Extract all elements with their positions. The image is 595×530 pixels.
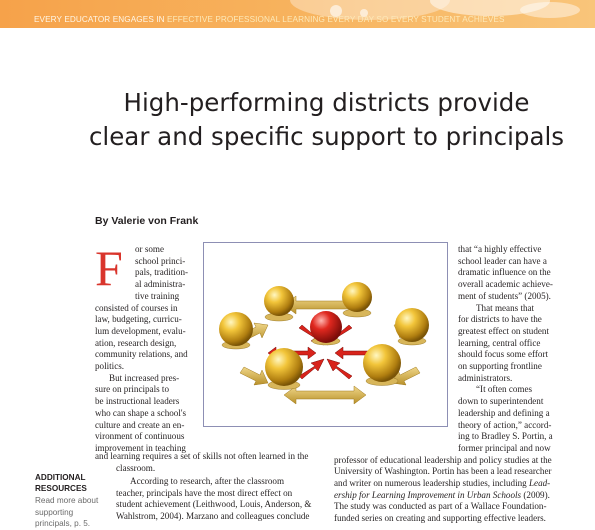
sidebar-link[interactable]: Read more about supporting principals, p. 5. — [35, 496, 99, 528]
sidebar-title: ADDITIONAL RESOURCES — [35, 473, 87, 493]
article-title-line2: clear and specific support to principals — [88, 122, 565, 151]
body-line-classroom: classroom. — [116, 462, 156, 473]
red-sphere — [310, 311, 342, 343]
gold-sphere — [264, 286, 294, 316]
byline: By Valerie von Frank — [95, 215, 199, 227]
gold-sphere — [342, 282, 372, 312]
column1-text: consisted of courses in law, budgeting, curricu- lum development, evalu- ation, research design, community relations, and politics. But increased pres- sure on principals to be instructional leaders who can shape a school's culture and create an en- vironment of continuous improvement in teaching — [95, 302, 188, 453]
column3-text: that “a highly effective school leader can have a dramatic influence on the overall academic achieve- ment of students” (2005). That means that for districts to have the greatest effect on student learning, central office should focus some effort on supporting frontline administrators. “It often comes down to superintendent leadership and defining a theory of action,” accord- ing to Bradley S. Portin, a former principal and now — [458, 244, 553, 453]
article-title-line1: High-performing districts provide — [123, 88, 530, 117]
gold-sphere — [395, 308, 429, 342]
top-banner — [0, 0, 595, 28]
gold-sphere — [265, 348, 303, 386]
drop-cap: F — [95, 240, 123, 296]
gold-spheres-network-image — [203, 242, 448, 427]
network-illustration — [204, 243, 447, 426]
body-line-and-learning: and learning requires a set of skills not often learned in the — [95, 451, 309, 461]
banner-tagline: EVERY EDUCATOR ENGAGES IN EFFECTIVE PROFESSIONAL LEARNING EVERY DAY SO EVERY STUDENT ACHIEVES — [34, 15, 505, 24]
column-left-bottom: According to research, after the classroom teacher, principals have the most direct effect on student achievement (Leithwood, Louis, Anderson, & Wahlstrom, 2004). Marzano and colleagues conclude — [116, 476, 312, 522]
gold-sphere — [363, 344, 401, 382]
column-right-bottom: professor of educational leadership and policy studies at the University of Washington. Portin has been a lead researcher and writer on numerous leadership studies, including Lead- ership for Learning Improvement in Urban Schools (2009). The study was conducted as part of a Wallace Foundation- funded series on creating and supporting effective leaders. — [334, 454, 552, 524]
gold-sphere — [219, 312, 253, 346]
column1-opening: or some school princi- pals, tradition- al administra- tive training — [135, 244, 189, 301]
